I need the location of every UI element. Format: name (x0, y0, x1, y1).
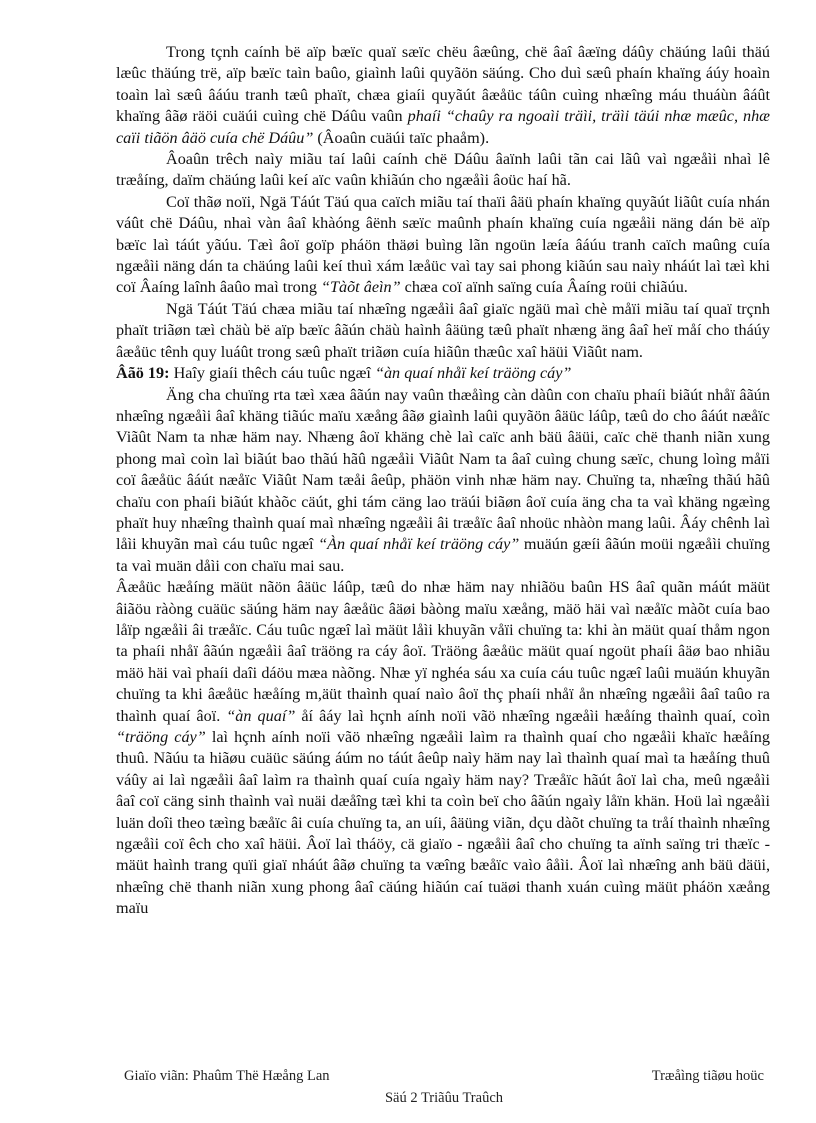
text-run: laì hçnh aính noïi vãö nhæîng ngæåìi laìm ra thaình quaí cho ngæåìi khaïc hæåíng thuû. Nãúu ta hiãøu cuäüc säúng áúm no táút âeûp naìy häm nay laì thaình quaí maì ta hæåíng thuû váûy ai laì ngæåìi âaî laìm ra thaình quaí cuía ngaìy häm nay? Træåïc hãút âoï laì cha, meû ngæåìi âaî coï cäng sinh thaình vaì nuäi dæåîng tæì khi ta coìn beï cho âãún ngaìy låïn khän. Hoü laì ngæåìi luän doîi theo tæìng bæåïc âi cuía chuïng ta, an uíi, âäüng viãn, dçu dàõt chuïng ta tråí thaình nhæîng ngæåìi coï êch cho xaî häüi. Âoï laì tháöy, cä giaïo - ngæåìi âaî cho chuïng ta aïnh saïng tri thæïc - mäüt haình trang quïi giaï nháút âãø chuïng ta væîng bæåïc vaìo âåìi. Âoï laì nhæîng anh bäü däüi, nhæîng chë thanh niãn xung phong âaî cäúng hiãún caí tuäøi thanh xuán cuìng mäüt pháön xæång maïu (116, 728, 770, 918)
paragraph (116, 385, 770, 578)
text-run: Âæåüc hæåíng mäüt nãön âäüc láûp, tæû do nhæ häm nay nhiãöu baûn HS âaî quãn máút mäüt âiãöu ràòng cuäüc säúng häm nay âæåüc âäøi bàòng maïu xæång, mäö häi vaì næåïc màõt cuía bao låïp ngæåìi âi træåïc. Cáu tuûc ngæî laì mäüt låìi khuyãn våïi chuïng ta: khi àn mäüt quaí thåm ngon ta phaíi nhåï âãún ngæåìi âaî träöng ra cáy âoï. Träöng âæåüc mäüt quaí ngoüt phaíi âäø bao nhiãu mäö häi vaì phaíi daîi dáöu mæa nàõng. Nhæ yï nghéa sáu xa cuía cáu tuûc ngæî laûi muäún khuyãn chuïng ta khi âæåüc hæåíng m,äüt thaình quaí naìo âoï thç phaíi nhåï ån nhæîng ngæåìi âaî taûo ra thaình quaí âoï. (116, 578, 770, 725)
text-run: Âoaûn trêch naìy miãu taí laûi caính chë Dáûu âaïnh laûi tãn cai lãû vaì ngæåìi nhaì lê træåíng, daïm chäúng laûi keí aïc vaûn khiãún cho ngæåìi âoüc haí hã. (116, 150, 770, 190)
italic-text: phaíi “chaûy ra ngoaìi träìi, träìi täúi nhæ mæûc, nhæ caïi tiãön âäö cuía chë Dáûu” (116, 107, 770, 147)
text-run: Trong tçnh caính bë aïp bæïc quaï sæïc chëu âæûng, chë âaî âæïng dáûy chäúng laûi thäú læûc thäúng trë, aïp bæïc taìn baûo, giaình laûi quyãön säúng. Cho duì sæû phaín khaïng áúy hoaìn toaìn laì sæû âáúu tranh tæû phaït, chæa giaíi quyãút âæåüc táûn cuìng nhæîng máu thuáùn âáût khaïng âãø räöi cuäúi cuìng chë Dáûu vaûn (116, 43, 770, 126)
text-run: muäún gæíi âãún moüi ngæåìi chuïng ta vaì muän dåìi con chaïu mai sau. (116, 535, 771, 575)
italic-text: “àn quaí” (226, 706, 296, 725)
text-run: Coï thãø noïi, Ngä Táút Täú qua caïch miãu taí thaïi âäü phaín khaïng quyãút liãût cuía nhán váût chë Dáûu, nhaì vàn âaî khàóng âënh sæïc maûnh phaín khaïng cuía ngæåìi näng dán bë aïp bæïc laì táút yãúu. Tæì âoï goïp pháön thäøi buìng lãn ngoün læía âáúu tranh caïch maûng cuía ngæåìi näng dán ta chäúng laûi keí thuì xám læåüc vaì tay sai phong kiãún sau naìy nháút laì tæì khi coï Âaíng laînh âaûo maì trong (116, 192, 770, 297)
footer-location: Säú 2 Triãûu Traûch (384, 1090, 504, 1106)
question-prefix: Haîy giaíi thêch cáu tuûc ngæî (169, 364, 375, 383)
paragraph (116, 577, 770, 920)
footer-school: Træåìng tiãøu hoüc (651, 1068, 764, 1084)
question-quote: “àn quaí nhåï keí träöng cáy” (374, 364, 572, 383)
paragraph (116, 299, 770, 363)
footer-teacher: Giaïo viãn: Phaûm Thë Hæång Lan (124, 1068, 330, 1084)
italic-text: “Tàõt âeìn” (320, 278, 401, 297)
text-run: Ngä Táút Täú chæa miãu taí nhæîng ngæåìi âaî giaïc ngäü maì chè måïi miãu taí quaï trçnh phaït triãøn tæì chäù bë aïp bæïc âãún chäù haình âäüng tæû phaït nhæng äng âaî heï måí cho tháúy âæåüc tênh quy luáût trong sæû phaït triãøn cuía hiãûn thæûc xaî häüi Viãût nam. (116, 299, 770, 361)
text-run: chæa coï aïnh saïng cuía Âaíng roüi chiãúu. (400, 278, 688, 297)
text-run: åí âáy laì hçnh aính noïi vãö nhæîng ngæåìi hæåíng thaình quaí, coìn (295, 706, 770, 725)
paragraph (116, 192, 770, 299)
text-run: (Âoaûn cuäúi taïc phaåm). (313, 128, 490, 147)
italic-text: “Àn quaí nhåï keí träöng cáy” (318, 535, 520, 554)
question-label: Âãö 19: (116, 364, 170, 383)
paragraph-group-2 (116, 385, 770, 920)
text-run: Äng cha chuïng rta tæì xæa âãún nay vaûn thæåìng càn dàûn con chaïu phaíi biãút nhåï âãún nhæîng ngæåìi âaî khäng tiãúc maïu xæång âãø giaình laûi quyãön âäüc láûp, tæû do cho âáút næåïc Viãût Nam ta nhæ häm nay. Nhæng âoï khäng chè laì caïc anh bäü âäüi, caïc chë thanh niãn xung phong maì coìn laì biãút bao thãú hãû ngæåìi Viãût Nam ta âaî cuìng chung sæïc, chung loìng måïi coï âæåüc âáút næåïc Viãût Nam tæåi âeûp, phäön vinh nhæ häm nay. Chuïng ta, nhæîng thãú hãû chaïu con phaíi biãút khàõc cäút, ghi tám cäng lao träúi biãøn âoï cuía äng cha ta vaì khäng ngæìng phaït huy nhæîng thaình quaí maì nhæîng ngæåìi âi træåïc âaî nhoüc nhàòn mang laûi. Âáy chênh laì låìi khuyãn maì cáu tuûc ngæî (116, 385, 770, 554)
paragraph (116, 149, 770, 192)
paragraph (116, 42, 770, 149)
italic-text: “träöng cáy” (116, 728, 206, 746)
document-body (116, 42, 770, 920)
question-heading (116, 363, 770, 384)
paragraph-group-1 (116, 42, 770, 363)
